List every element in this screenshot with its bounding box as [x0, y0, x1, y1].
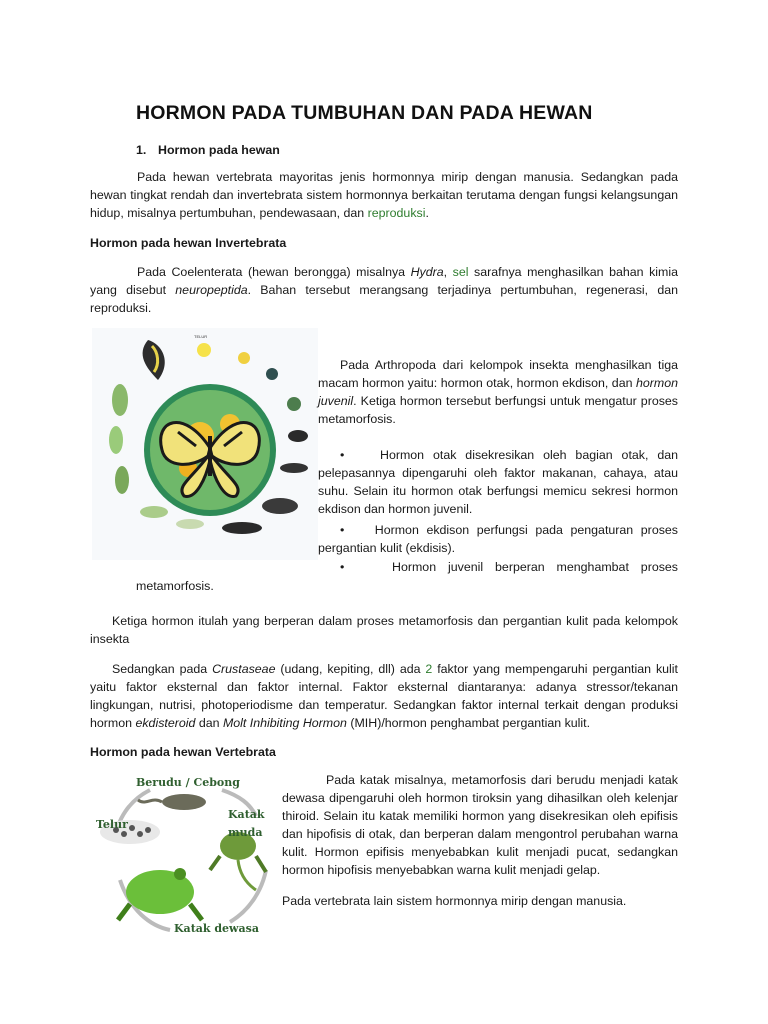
- intro-text: Pada hewan vertebrata mayoritas jenis hormonnya mirip dengan manusia. Sedangkan pada hewan tingkat rendah dan invertebrata sistem hormonnya berkaitan terutama dengan fungsi kelangsungan hidup, misalnya pertumbuhan, pendewasaan, dan: [90, 170, 678, 220]
- adult-frog-icon: [118, 868, 202, 920]
- butterfly-lifecycle-image: [92, 328, 318, 560]
- text: Pada Arthropoda dari kelompok insekta menghasilkan tiga macam hormon yaitu: hormon otak, hormon ekdison, dan: [318, 358, 678, 390]
- text: (MIH)/hormon penghambat pergantian kulit.: [346, 716, 591, 730]
- text: . Ketiga hormon tersebut berfungsi untuk mengatur proses metamorfosis.: [318, 394, 678, 426]
- text: Hormon otak disekresikan oleh bagian otak, dan pelepasannya dipengaruhi oleh faktor makanan, cahaya, atau suhu. Selain itu hormon otak berfungsi memicu sekresi hormon ekdison dan hormon juvenil.: [318, 448, 678, 516]
- sel-link[interactable]: sel: [452, 265, 469, 279]
- crustacea-paragraph: [90, 660, 678, 732]
- section-heading: [136, 141, 280, 159]
- intro-text-end: .: [425, 206, 429, 220]
- bullet-continuation: metamorfosis.: [136, 579, 214, 593]
- frog-cycle-drawing: [90, 770, 282, 938]
- section-number: 1.: [136, 143, 147, 157]
- vertebrate-heading: Hormon pada hewan Vertebrata: [90, 745, 276, 759]
- bullet-icon: •: [340, 448, 345, 462]
- crustaseae-term: Crustaseae: [212, 662, 276, 676]
- coelenterata-paragraph: [90, 263, 678, 317]
- ekdisteroid-term: ekdisteroid: [135, 716, 196, 730]
- page-title: HORMON PADA TUMBUHAN DAN PADA HEWAN: [136, 102, 593, 124]
- neuropeptida-term: neuropeptida: [175, 283, 248, 297]
- intro-paragraph: [90, 168, 678, 222]
- label-katak-muda: Katak muda: [228, 808, 265, 839]
- bullet-hormon-otak: [318, 446, 678, 518]
- reproduksi-link[interactable]: reproduksi: [367, 206, 426, 220]
- mih-term: Molt Inhibiting Hormon: [222, 716, 347, 730]
- label-telur: Telur: [96, 818, 128, 831]
- figure-label: TELUR: [194, 334, 208, 339]
- text: Hormon juvenil berperan menghambat proses: [392, 560, 678, 574]
- text: faktor yang mempengaruhi pergantian kulit yaitu faktor eksternal dan faktor internal. Faktor eksternal diantaranya: adanya stressor/tekanan lingkungan, nutrisi, photoperiodisme dan temperatur. Sedangkan faktor internal terkait dengan produksi hormon: [90, 662, 678, 730]
- text: (udang, kepiting, dll) ada: [275, 662, 426, 676]
- bullet-icon: •: [340, 523, 345, 537]
- bullet-icon: •: [340, 560, 345, 574]
- label-katak-dewasa: Katak dewasa: [174, 922, 259, 935]
- text: dan: [195, 716, 223, 730]
- summary-paragraph: Ketiga hormon itulah yang berperan dalam proses metamorfosis dan pergantian kulit pada kelompok insekta: [90, 614, 678, 646]
- frog-lifecycle-image: [90, 770, 282, 938]
- bullet-hormon-juvenil: [318, 558, 678, 576]
- text: sarafnya menghasilkan bahan kimia yang disebut: [90, 265, 678, 297]
- section-label: Hormon pada hewan: [158, 143, 280, 157]
- hormon-juvenil-term: hormon juvenil: [318, 376, 678, 408]
- bullet-hormon-ekdison: [318, 521, 678, 557]
- arthropoda-paragraph: [318, 356, 678, 428]
- tadpole-icon: [162, 794, 206, 810]
- vertebrate-closing: Pada vertebrata lain sistem hormonnya mirip dengan manusia.: [282, 894, 627, 908]
- hydra-term: Hydra: [410, 265, 444, 279]
- frog-paragraph: Pada katak misalnya, metamorfosis dari berudu menjadi katak dewasa dipengaruhi oleh hormon tiroksin yang dihasilkan oleh kelenjar thiroid. Selain itu katak memiliki hormon yang disekresikan oleh epifisis dan hipofisis di otak, dan berperan dalam mengontrol perubahan warna kulit. Hormon epifisis menyebabkan kulit menjadi pucat, sedangkan hormon hipofisis menyebabkan warna kulit menjadi gelap.: [282, 773, 678, 877]
- text: Sedangkan pada: [112, 662, 213, 676]
- number-link[interactable]: 2: [425, 662, 433, 676]
- text: ,: [443, 265, 453, 279]
- text: Pada Coelenterata (hewan berongga) misalnya: [137, 265, 411, 279]
- invertebrate-heading: Hormon pada hewan Invertebrata: [90, 236, 287, 250]
- text: Hormon ekdison perfungsi pada pengaturan proses pergantian kulit (ekdisis).: [318, 523, 678, 555]
- text: . Bahan tersebut merangsang terjadinya pertumbuhan, regenerasi, dan reproduksi.: [90, 283, 678, 315]
- label-berudu: Berudu / Cebong: [136, 776, 240, 789]
